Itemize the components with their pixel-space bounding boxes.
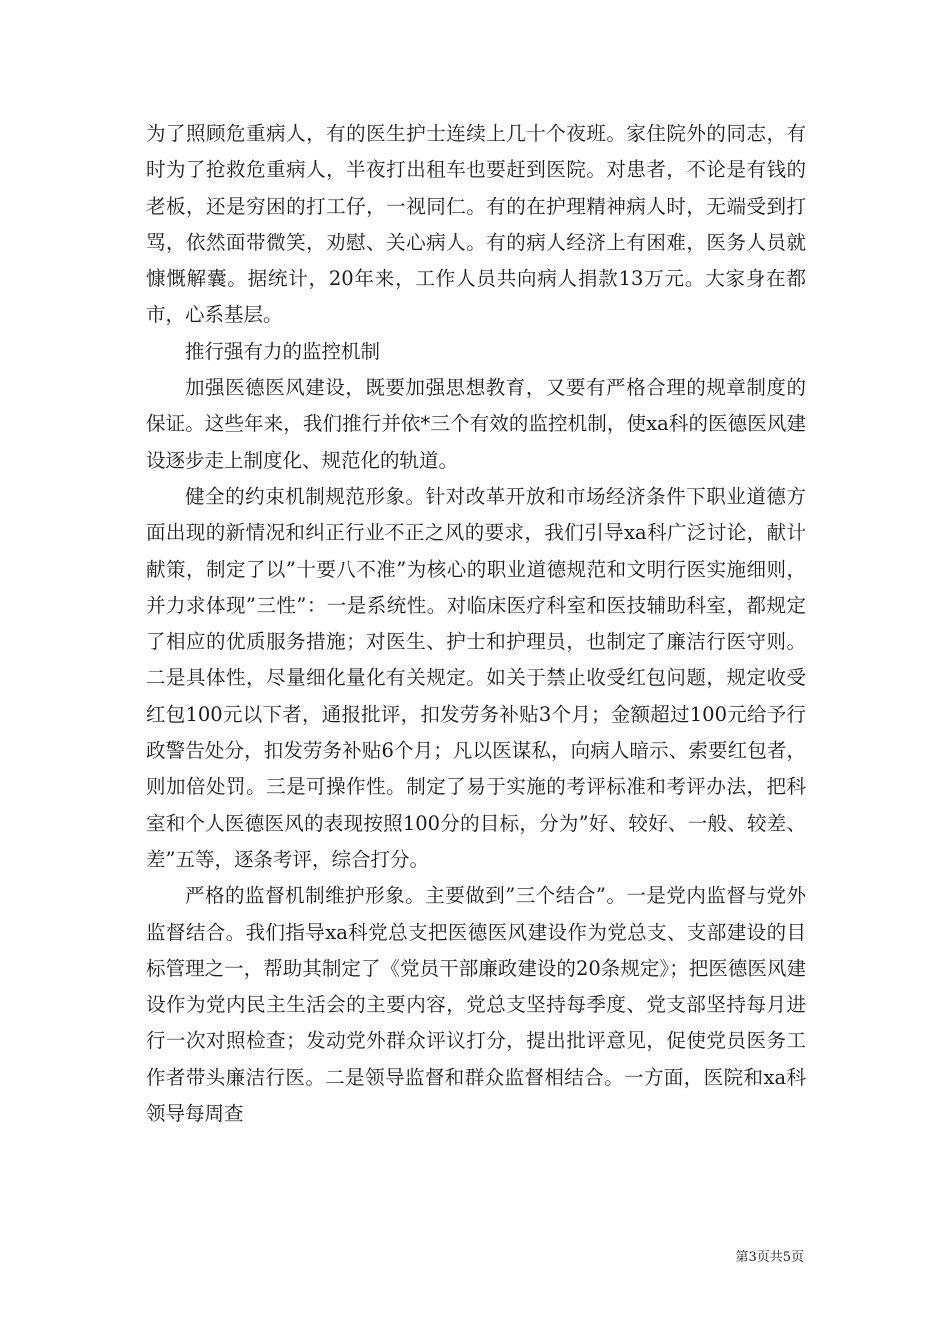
document-body [146,116,806,1132]
paragraph-supervision-mechanism: 严格的监督机制维护形象。主要做到”三个结合”。一是党内监督与党外监督结合。我们指导xa科党总支把医德医风建设作为党总支、支部建设的目标管理之一，帮助其制定了《党员干部廉政建设的20条规定》；把医德医风建设作为党内民主生活会的主要内容，党总支坚持每季度、党支部坚持每月进行一次对照检查；发动党外群众评议打分，提出批评意见，促使党员医务工作者带头廉洁行医。二是领导监督和群众监督相结合。一方面，医院和xa科领导每周查 [146,884,806,1126]
paragraph-intro: 加强医德医风建设，既要加强思想教育，又要有严格合理的规章制度的保证。这些年来，我们推行并依*三个有效的监控机制，使xa科的医德医风建设逐步走上制度化、规范化的轨道。 [146,376,806,472]
paragraph-constraint-mechanism: 健全的约束机制规范形象。针对改革开放和市场经济条件下职业道德方面出现的新情况和纠正行业不正之风的要求，我们引导xa科广泛讨论，献计献策，制定了以”十要八不准”为核心的职业道德规范和文明行医实施细则，并力求体现”三性”：一是系统性。对临床医疗科室和医技辅助科室，都规定了相应的优质服务措施；对医生、护士和护理员，也制定了廉洁行医守则。二是具体性，尽量细化量化有关规定。如关于禁止收受红包问题，规定收受红包100元以下者，通报批评，扣发劳务补贴3个月；金额超过100元给予行政警告处分，扣发劳务补贴6个月；凡以医谋私，向病人暗示、索要红包者，则加倍处罚。三是可操作性。制定了易于实施的考评标准和考评办法，把科室和个人医德医风的表现按照100分的目标，分为”好、较好、一般、较差、差”五等，逐条考评，综合打分。 [146,484,806,871]
section-heading: 推行强有力的监控机制 [185,339,381,363]
paragraph-continuation: 为了照顾危重病人，有的医生护士连续上几十个夜班。家住院外的同志，有时为了抢救危重病人，半夜打出租车也要赶到医院。对患者，不论是有钱的老板，还是穷困的打工仔，一视同仁。有的在护理精神病人时，无端受到打骂，依然面带微笑，劝慰、关心病人。有的病人经济上有困难，医务人员就慷慨解囊。据统计，20年来，工作人员共向病人捐款13万元。大家身在都市，心系基层。 [146,122,806,327]
page-number: 第3页共5页 [735,1250,804,1265]
